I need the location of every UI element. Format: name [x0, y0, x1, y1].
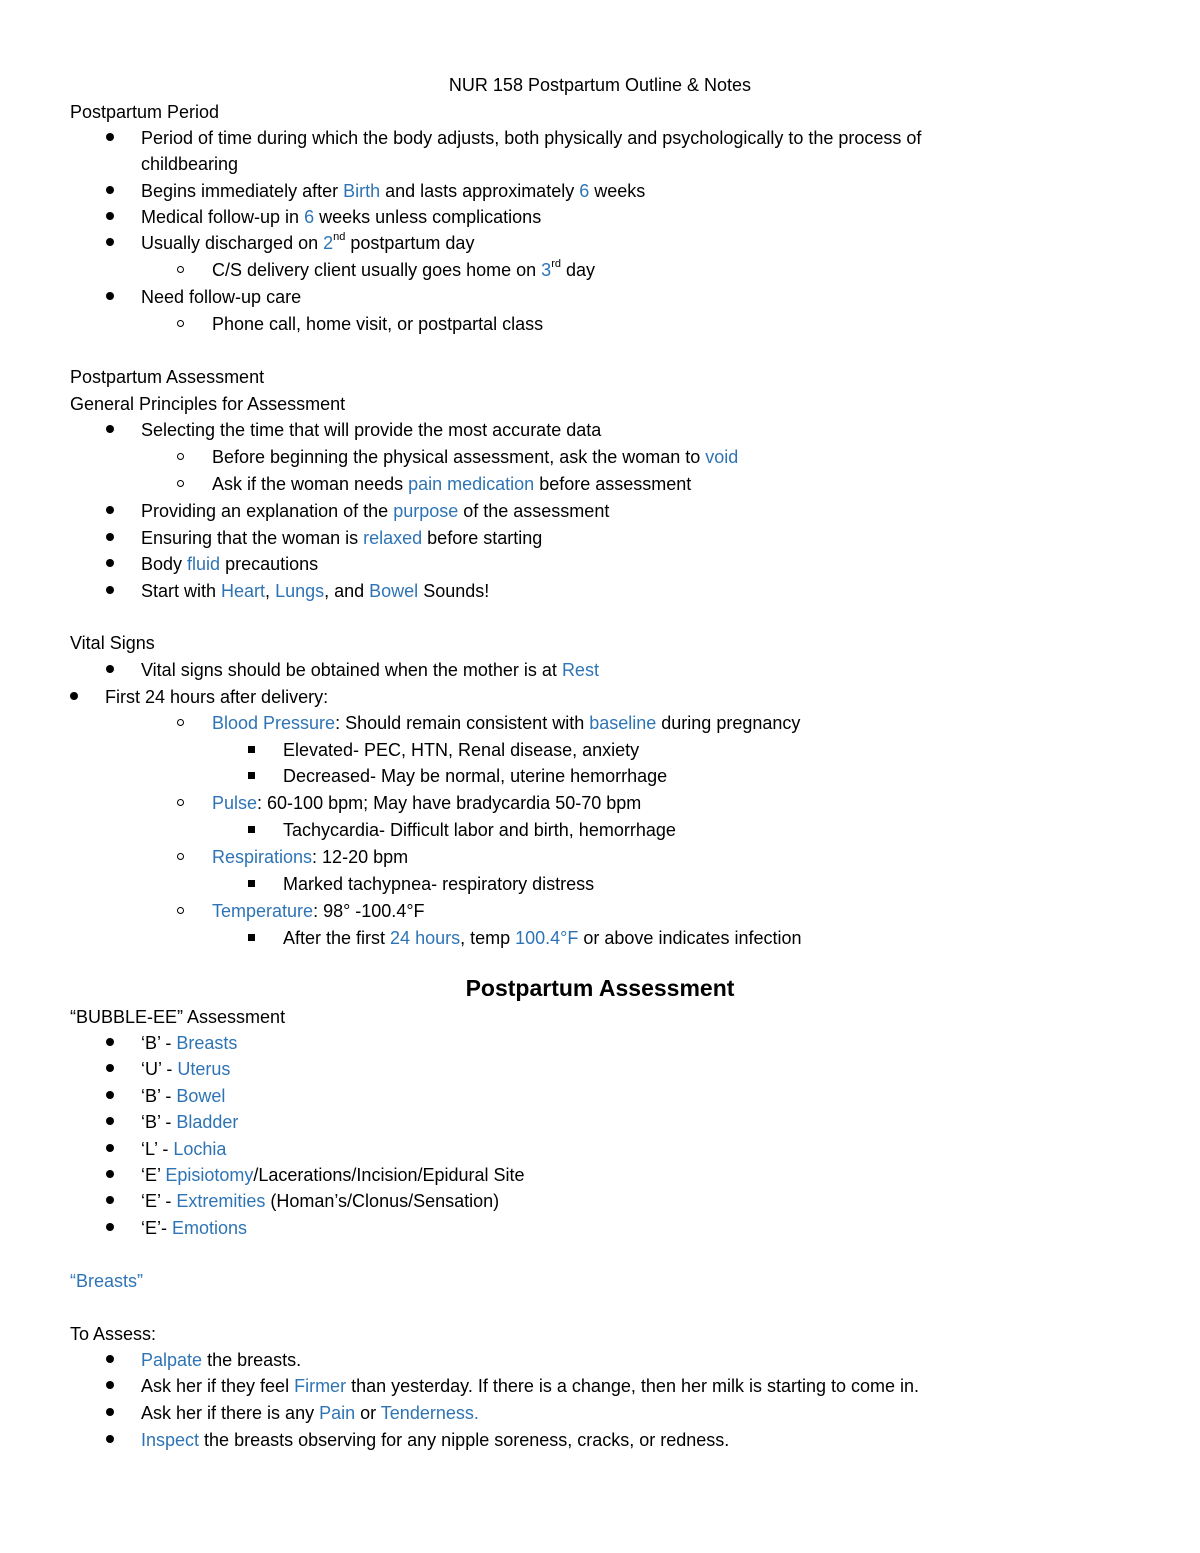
bullet-icon	[106, 1144, 114, 1152]
breasts-heading: “Breasts”	[70, 1271, 144, 1291]
bubble-item: ‘U’ - Uterus	[141, 1059, 231, 1079]
assessment-relaxed: Ensuring that the woman is relaxed before starting	[141, 528, 543, 548]
bubble-item: ‘B’ - Breasts	[141, 1033, 238, 1053]
bullet-icon	[106, 506, 114, 514]
breasts-firmer: Ask her if they feel Firmer than yesterday. If there is a change, then her milk is starting to come in.	[141, 1376, 920, 1396]
bubble-item: ‘E’- Emotions	[141, 1218, 248, 1238]
vitals-temperature-infection: After the first 24 hours, temp 100.4°F or above indicates infection	[283, 928, 802, 948]
period-followup: Medical follow-up in 6 weeks unless complications	[141, 207, 542, 227]
bullet-icon	[106, 533, 114, 541]
assessment-start-sounds: Start with Heart, Lungs, and Bowel Sounds!	[141, 581, 490, 601]
assessment-timing: Selecting the time that will provide the most accurate data	[141, 420, 602, 440]
assessment-void: Before beginning the physical assessment, ask the woman to void	[212, 447, 739, 467]
section-heading-postpartum-period: Postpartum Period	[70, 102, 220, 122]
bullet-icon	[106, 1435, 114, 1443]
vitals-temperature: Temperature: 98° -100.4°F	[212, 901, 425, 921]
bullet-icon	[106, 1196, 114, 1204]
circle-bullet-icon	[177, 907, 184, 914]
bullet-icon	[106, 1381, 114, 1389]
bullet-icon	[106, 559, 114, 567]
assessment-purpose: Providing an explanation of the purpose of the assessment	[141, 501, 610, 521]
bubble-heading: “BUBBLE-EE” Assessment	[70, 1007, 286, 1027]
bubble-item: ‘B’ - Bowel	[141, 1086, 226, 1106]
period-followup-care: Need follow-up care	[141, 287, 302, 307]
bullet-icon	[106, 1117, 114, 1125]
circle-bullet-icon	[177, 799, 184, 806]
period-discharge: Usually discharged on 2nd postpartum day	[141, 231, 475, 253]
circle-bullet-icon	[177, 480, 184, 487]
breasts-palpate: Palpate the breasts.	[141, 1350, 302, 1370]
bullet-icon	[106, 586, 114, 594]
bubble-item: ‘B’ - Bladder	[141, 1112, 239, 1132]
bullet-icon	[106, 1408, 114, 1416]
circle-bullet-icon	[177, 853, 184, 860]
bullet-icon	[106, 186, 114, 194]
bullet-icon	[106, 1223, 114, 1231]
vitals-blood-pressure: Blood Pressure: Should remain consistent with baseline during pregnancy	[212, 713, 801, 733]
bubble-item: ‘E’ Episiotomy/Lacerations/Incision/Epidural Site	[141, 1165, 525, 1185]
period-cs-discharge: C/S delivery client usually goes home on 3rd day	[212, 258, 595, 280]
bullet-icon	[106, 1091, 114, 1099]
section-heading-postpartum-assessment: Postpartum Assessment	[70, 367, 265, 387]
period-definition-cont: childbearing	[141, 154, 239, 174]
period-definition: Period of time during which the body adjusts, both physically and psychologically to the process of	[141, 128, 922, 148]
bullet-icon	[106, 1355, 114, 1363]
document-title: NUR 158 Postpartum Outline & Notes	[448, 75, 752, 95]
bullet-icon	[106, 1170, 114, 1178]
bullet-icon	[106, 133, 114, 141]
bullet-icon	[106, 1038, 114, 1046]
circle-bullet-icon	[177, 266, 184, 273]
square-bullet-icon	[248, 772, 255, 779]
breasts-pain: Ask her if there is any Pain or Tenderness.	[141, 1403, 479, 1423]
bullet-icon	[106, 238, 114, 246]
bullet-icon	[106, 425, 114, 433]
vitals-tachypnea: Marked tachypnea- respiratory distress	[283, 874, 595, 894]
vitals-bp-elevated: Elevated- PEC, HTN, Renal disease, anxiety	[283, 740, 640, 760]
square-bullet-icon	[248, 826, 255, 833]
circle-bullet-icon	[177, 320, 184, 327]
assessment-fluid-precautions: Body fluid precautions	[141, 554, 319, 574]
vitals-tachycardia: Tachycardia- Difficult labor and birth, hemorrhage	[283, 820, 676, 840]
square-bullet-icon	[248, 880, 255, 887]
vitals-respirations: Respirations: 12-20 bpm	[212, 847, 409, 867]
vitals-rest: Vital signs should be obtained when the mother is at Rest	[141, 660, 599, 680]
assessment-pain-medication: Ask if the woman needs pain medication before assessment	[212, 474, 692, 494]
vitals-bp-decreased: Decreased- May be normal, uterine hemorrhage	[283, 766, 668, 786]
bubble-item: ‘E’ - Extremities (Homan’s/Clonus/Sensation)	[141, 1191, 500, 1211]
vitals-pulse: Pulse: 60-100 bpm; May have bradycardia 50-70 bpm	[212, 793, 642, 813]
to-assess-label: To Assess:	[70, 1324, 157, 1344]
bullet-icon	[106, 292, 114, 300]
bullet-icon	[70, 692, 78, 700]
square-bullet-icon	[248, 746, 255, 753]
breasts-inspect: Inspect the breasts observing for any nipple soreness, cracks, or redness.	[141, 1430, 730, 1450]
vitals-first-24-hours: First 24 hours after delivery:	[105, 687, 329, 707]
bullet-icon	[106, 665, 114, 673]
subheading-general-principles: General Principles for Assessment	[70, 394, 346, 414]
period-followup-options: Phone call, home visit, or postpartal class	[212, 314, 544, 334]
circle-bullet-icon	[177, 453, 184, 460]
period-begins: Begins immediately after Birth and lasts approximately 6 weeks	[141, 181, 646, 201]
bullet-icon	[106, 212, 114, 220]
major-heading-postpartum-assessment: Postpartum Assessment	[465, 975, 735, 1001]
bubble-item: ‘L’ - Lochia	[141, 1139, 227, 1159]
circle-bullet-icon	[177, 719, 184, 726]
bullet-icon	[106, 1064, 114, 1072]
section-heading-vital-signs: Vital Signs	[70, 633, 155, 653]
square-bullet-icon	[248, 934, 255, 941]
